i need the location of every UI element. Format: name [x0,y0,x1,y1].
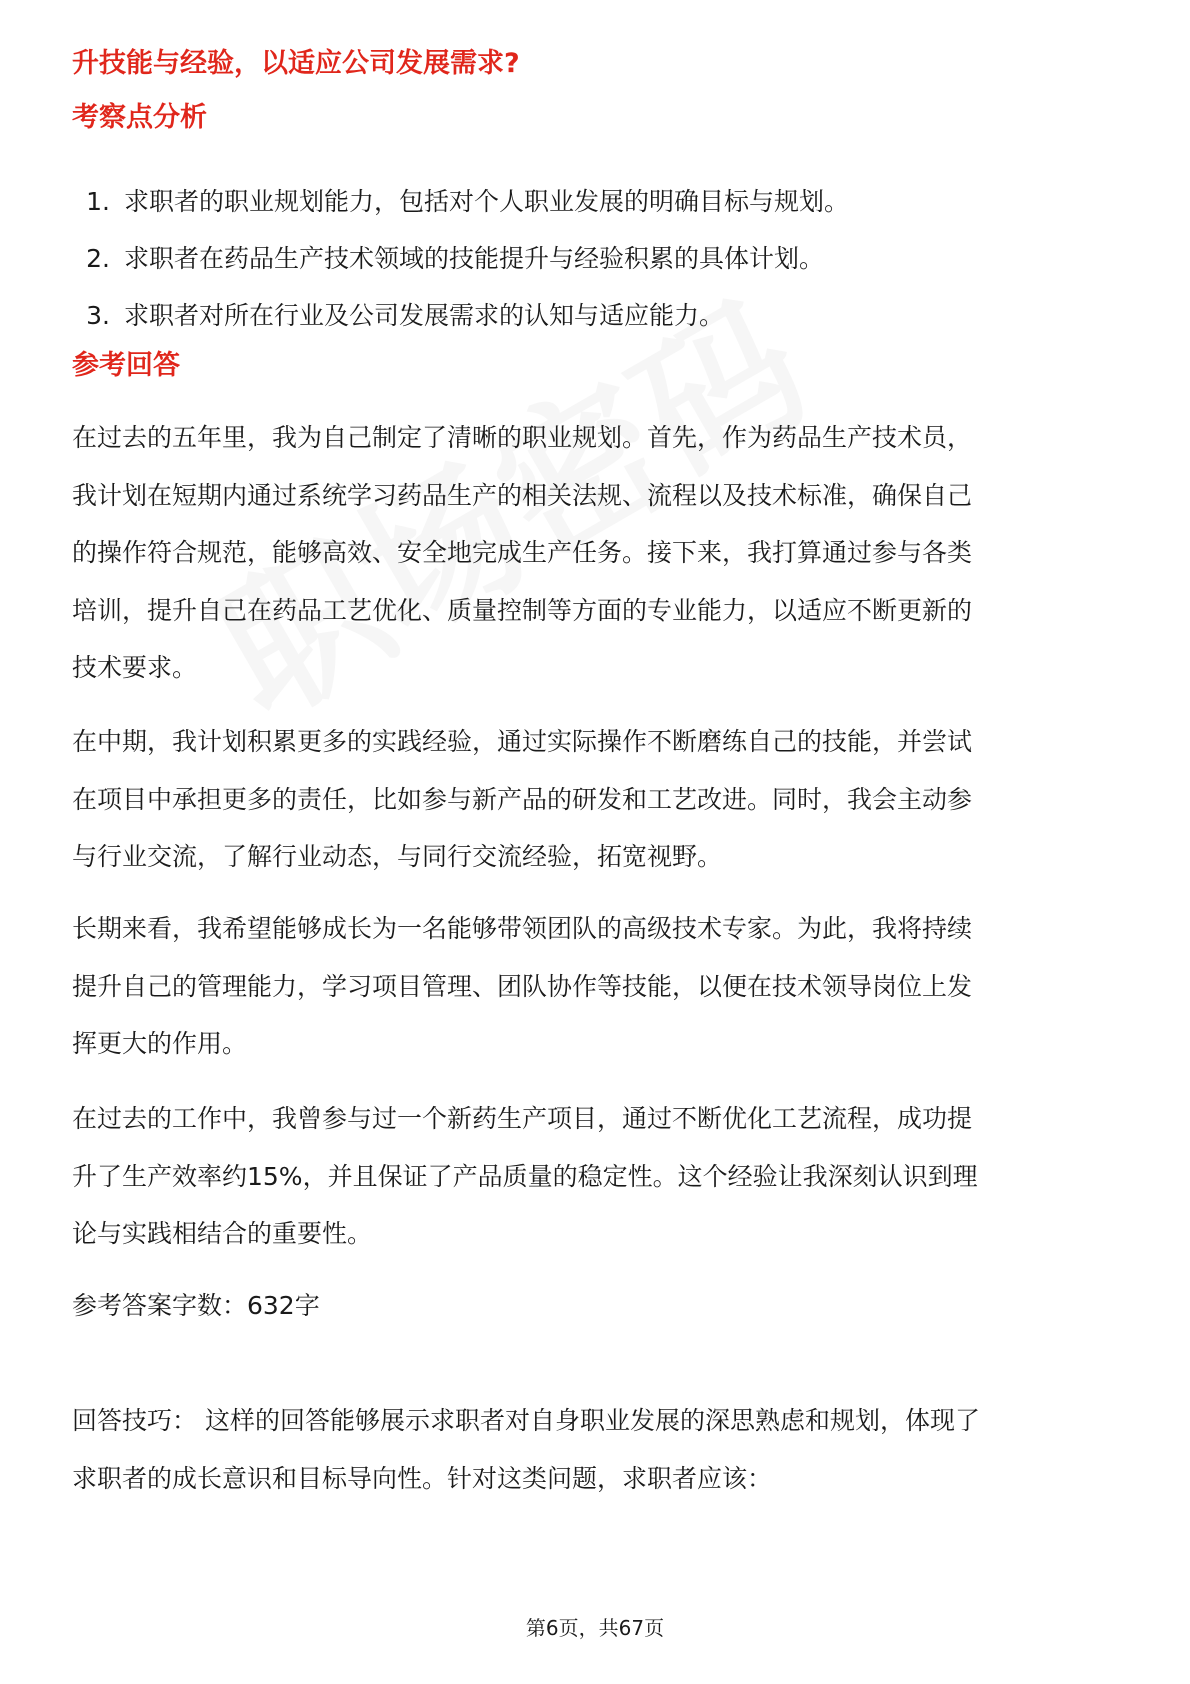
list-item [72,239,849,296]
answer-paragraph-3 [72,900,1122,1073]
paragraph-line: 在过去的五年里，我为自己制定了清晰的职业规划。首先，作为药品生产技术员， [72,423,973,452]
word-count-text: 参考答案字数：632字 [72,1291,320,1320]
answer-paragraph-2 [72,713,1122,886]
paragraph-line: 长期来看，我希望能够成长为一名能够带领团队的高级技术专家。为此，我将持续 [72,914,973,943]
list-item-number: 3. [86,301,110,330]
list-item-text: 求职者在药品生产技术领域的技能提升与经验积累的具体计划。 [124,244,825,273]
list-item [72,296,849,353]
list-item-number: 2. [86,244,110,273]
paragraph-line: 升了生产效率约15%，并且保证了产品质量的稳定性。这个经验让我深刻认识到理 [72,1161,978,1191]
paragraph-line: 挥更大的作用。 [72,1029,248,1058]
paragraph-line: 在中期，我计划积累更多的实践经验，通过实际操作不断磨练自己的技能，并尝试 [72,727,973,756]
paragraph-line: 与行业交流，了解行业动态，与同行交流经验，拓宽视野。 [72,842,723,871]
answer-paragraph-1 [72,409,1122,697]
analysis-heading: 考察点分析 [72,102,207,133]
list-item-number: 1. [86,187,110,216]
paragraph-line: 在过去的工作中，我曾参与过一个新药生产项目，通过不断优化工艺流程，成功提 [72,1104,973,1133]
answer-paragraph-4 [72,1090,1122,1263]
list-item-text: 求职者的职业规划能力，包括对个人职业发展的明确目标与规划。 [124,187,850,216]
question-heading-tail: 升技能与经验，以适应公司发展需求? [72,48,520,79]
list-item [72,182,849,239]
paragraph-line: 在项目中承担更多的责任，比如参与新产品的研发和工艺改进。同时，我会主动参 [72,784,973,814]
word-count [72,1277,1122,1335]
paragraph-line: 论与实践相结合的重要性。 [72,1219,373,1248]
analysis-list [72,182,849,353]
page-number-footer: 第6页，共67页 [525,1616,665,1640]
paragraph-line: 培训，提升自己在药品工艺优化、质量控制等方面的专业能力，以适应不断更新的 [72,595,973,625]
answer-heading: 参考回答 [72,350,180,381]
paragraph-line: 技术要求。 [72,653,198,682]
paragraph-line: 求职者的成长意识和目标导向性。针对这类问题，求职者应该： [72,1463,773,1493]
paragraph-line: 我计划在短期内通过系统学习药品生产的相关法规、流程以及技术标准，确保自己 [72,480,973,510]
paragraph-line: 提升自己的管理能力，学习项目管理、团队协作等技能，以便在技术领导岗位上发 [72,971,973,1001]
paragraph-line: 回答技巧： 这样的回答能够展示求职者对自身职业发展的深思熟虑和规划，体现了 [72,1406,980,1435]
list-item-text: 求职者对所在行业及公司发展需求的认知与适应能力。 [124,301,725,330]
answer-tips [72,1392,1122,1507]
paragraph-line: 的操作符合规范，能够高效、安全地完成生产任务。接下来，我打算通过参与各类 [72,538,973,567]
